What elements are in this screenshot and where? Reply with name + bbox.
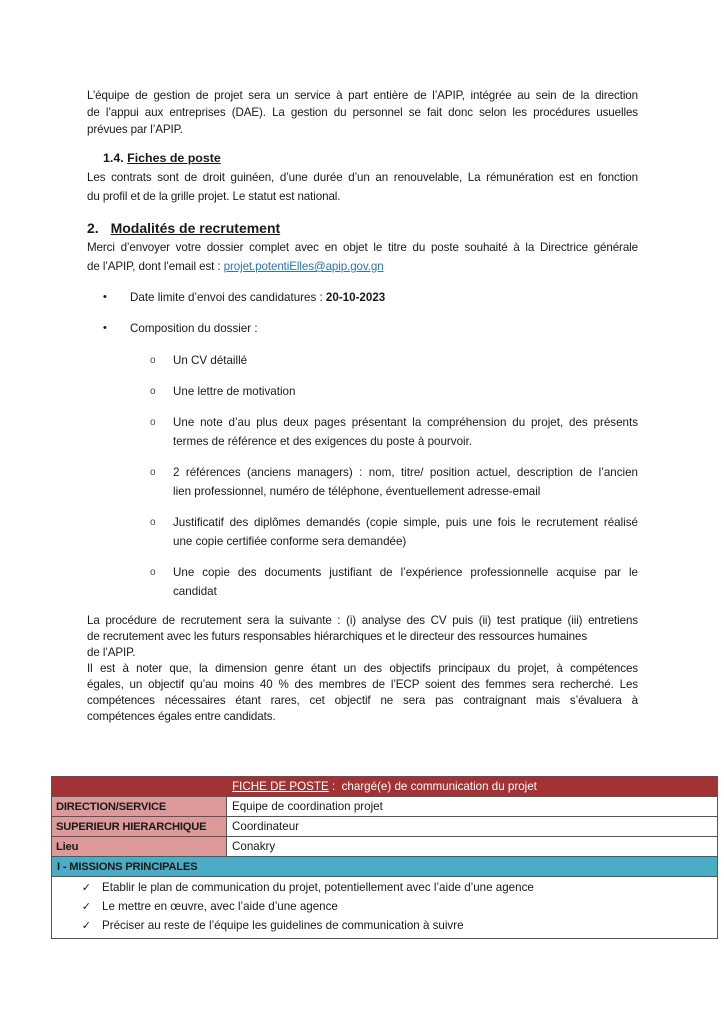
dossier-item-text	[173, 351, 638, 370]
dossier-line: termes de référence et des exigences du poste à pourvoir.	[173, 435, 473, 448]
submission-paragraph	[87, 238, 638, 276]
section-number: 2.	[87, 220, 99, 236]
bullet-icon: •	[103, 322, 107, 334]
dossier-line: Une note d’au plus deux pages présentant la compréhension du projet, des présents	[173, 416, 638, 429]
deadline-value: 20-10-2023	[325, 291, 386, 304]
row-value: Conakry	[227, 837, 717, 856]
intro-line: prévues par l’APIP.	[87, 123, 183, 136]
table-title-row	[52, 777, 717, 797]
procedure-paragraph	[87, 613, 638, 725]
checkmark-icon: ✓	[81, 920, 91, 932]
dossier-line: 2 références (anciens managers) : nom, titre/ position actuel, description de l’ancien	[173, 466, 638, 479]
missions-list	[52, 877, 717, 938]
table-row	[52, 817, 717, 837]
bullet-icon: •	[103, 291, 107, 303]
circle-bullet-icon: o	[150, 417, 156, 428]
checkmark-icon: ✓	[81, 882, 91, 894]
dossier-item-text	[173, 563, 638, 601]
gender-line: égales, un objectif qu’au moins 40 % des membres de l’ECP soient des femmes sera recherché. Les	[87, 678, 638, 691]
section-header-row: I - MISSIONS PRINCIPALES	[52, 857, 717, 877]
section-title: Fiches de poste	[127, 151, 221, 165]
circle-bullet-icon: o	[150, 467, 156, 478]
circle-bullet-icon: o	[150, 355, 156, 366]
row-label: Lieu	[52, 837, 227, 856]
contracts-line: du profil et de la grille projet. Le statut est national.	[87, 190, 341, 203]
mission-item	[52, 878, 717, 897]
table-row	[52, 837, 717, 857]
dossier-line: Justificatif des diplômes demandés (copie simple, puis une fois le recrutement réalisé	[173, 516, 638, 529]
procedure-line: La procédure de recrutement sera la suivante : (i) analyse des CV puis (ii) test pratique (iii) entretiens	[87, 614, 638, 627]
submission-line: Merci d’envoyer votre dossier complet avec en objet le titre du poste souhaité à la Directrice générale	[87, 241, 638, 254]
table-row	[52, 797, 717, 817]
dossier-line: Un CV détaillé	[173, 354, 248, 367]
email-prefix: de l’APIP, dont l’email est :	[87, 260, 224, 273]
dossier-item-text	[173, 513, 638, 551]
dossier-line: une copie certifiée conforme sera demandée)	[173, 535, 407, 548]
intro-paragraph	[87, 87, 638, 138]
procedure-line: de l’APIP.	[87, 646, 136, 659]
row-label: SUPERIEUR HIERARCHIQUE	[52, 817, 227, 836]
mission-item	[52, 916, 717, 935]
dossier-line: Une copie des documents justifiant de l’expérience professionnelle acquise par le	[173, 566, 638, 579]
checkmark-icon: ✓	[81, 901, 91, 913]
dossier-item-text	[173, 382, 638, 401]
circle-bullet-icon: o	[150, 567, 156, 578]
procedure-line: de recrutement avec les futurs responsables hiérarchiques et le directeur des ressources humaines	[87, 630, 588, 643]
bullet-text: Composition du dossier :	[130, 322, 258, 335]
dossier-line: candidat	[173, 585, 217, 598]
row-value: Equipe de coordination projet	[227, 797, 717, 816]
job-description-table	[51, 776, 718, 939]
submission-line-email	[87, 257, 638, 276]
deadline-label: Date limite d’envoi des candidatures :	[130, 291, 326, 304]
intro-line: L’équipe de gestion de projet sera un service à part entière de l’APIP, intégrée au sein de la direction	[87, 89, 638, 102]
circle-bullet-icon: o	[150, 517, 156, 528]
gender-line: compétences nécessaires étant rares, cet objectif ne sera pas contraignant mais s’évaluera à	[87, 694, 638, 707]
bullet-text	[130, 289, 385, 306]
section-heading-1-4	[103, 151, 221, 165]
section-title: Modalités de recrutement	[110, 220, 281, 236]
contracts-paragraph	[87, 168, 638, 206]
row-value: Coordinateur	[227, 817, 717, 836]
section-number: 1.4.	[103, 151, 124, 165]
mission-text: Préciser au reste de l’équipe les guidelines de communication à suivre	[102, 919, 464, 932]
table-title-suffix: : chargé(e) de communication du projet	[328, 780, 537, 793]
email-link[interactable]: projet.potentiElles@apip.gov.gn	[223, 260, 384, 273]
dossier-item-text	[173, 463, 638, 501]
table-title	[232, 780, 537, 793]
section-heading-2	[87, 220, 280, 236]
row-label: DIRECTION/SERVICE	[52, 797, 227, 816]
table-title-prefix: FICHE DE POSTE	[232, 780, 329, 793]
dossier-item-text	[173, 413, 638, 451]
mission-text: Etablir le plan de communication du projet, potentiellement avec l’aide d’une agence	[102, 881, 534, 894]
mission-text: Le mettre en œuvre, avec l’aide d’une agence	[102, 900, 338, 913]
intro-line: de l’appui aux entreprises (DAE). La gestion du personnel se fait donc selon les procédures usuelles	[87, 106, 638, 119]
contracts-line: Les contrats sont de droit guinéen, d’une durée d’un an renouvelable, La rémunération est en fonction	[87, 171, 638, 184]
mission-item	[52, 897, 717, 916]
gender-line: compétences égales entre candidats.	[87, 710, 276, 723]
circle-bullet-icon: o	[150, 386, 156, 397]
dossier-line: lien professionnel, numéro de téléphone, éventuellement adresse-email	[173, 485, 541, 498]
dossier-line: Une lettre de motivation	[173, 385, 296, 398]
gender-line: Il est à noter que, la dimension genre étant un des objectifs principaux du projet, à compétences	[87, 662, 638, 675]
